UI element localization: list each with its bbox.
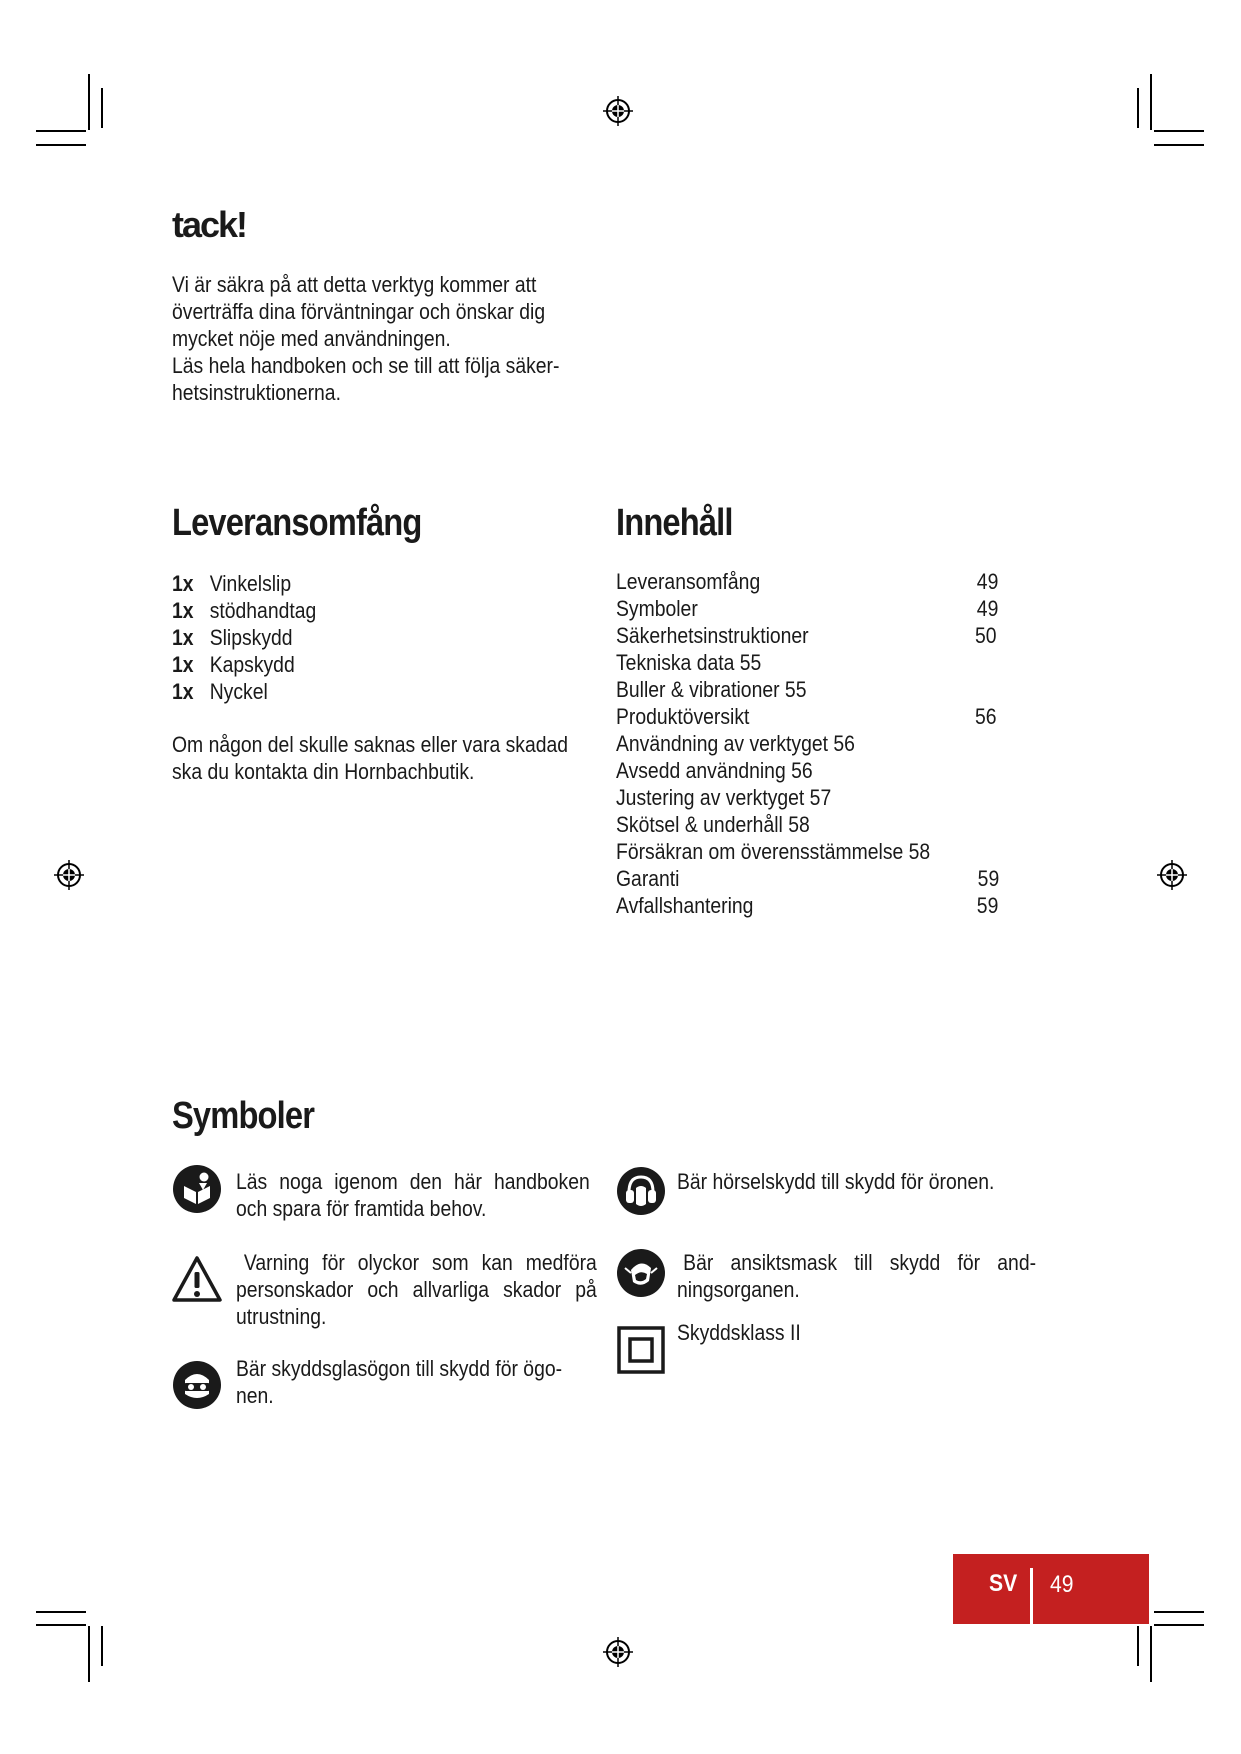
contents-row-page: 59 <box>976 893 999 918</box>
delivery-item <box>172 678 524 705</box>
contents-row <box>616 595 999 622</box>
delivery-title: Leveransomfång <box>172 502 422 544</box>
contents-row <box>616 676 986 703</box>
contents-row-title: Buller & vibrationer 55 <box>616 677 807 702</box>
symbol-line: personskador och allvarliga skador på <box>236 1277 597 1302</box>
symbol-glasses-text <box>236 1355 597 1409</box>
symbol-line: Bär hörselskydd till skydd för öronen. <box>677 1169 995 1194</box>
contents-row-page: 56 <box>975 704 997 729</box>
contents-row-title: Försäkran om överensstämmelse 58 <box>616 839 931 864</box>
symbol-line: utrustning. <box>236 1304 327 1329</box>
contents-row <box>616 730 986 757</box>
symbol-mask-text <box>677 1249 1036 1303</box>
contents-list <box>616 568 1038 928</box>
delivery-qty: 1x <box>172 571 194 596</box>
contents-row-title: Avsedd användning 56 <box>616 758 813 783</box>
contents-row-title: Tekniska data 55 <box>616 650 762 675</box>
registration-mark-icon <box>603 96 633 126</box>
contents-row <box>616 892 999 919</box>
contents-row-title: Produktöversikt <box>616 704 750 729</box>
protection-class-ii-icon <box>616 1325 666 1375</box>
delivery-qty: 1x <box>172 679 194 704</box>
delivery-label: Nyckel <box>209 679 268 704</box>
symbol-line: Bär skyddsglasögon till skydd för ögo- <box>236 1356 563 1381</box>
delivery-qty: 1x <box>172 598 194 623</box>
page-tab <box>953 1554 1149 1624</box>
delivery-qty: 1x <box>172 652 194 677</box>
contents-row-title: Skötsel & underhåll 58 <box>616 812 810 837</box>
contents-row-title: Symboler <box>616 596 698 621</box>
contents-row-page: 50 <box>975 623 997 648</box>
delivery-qty: 1x <box>172 625 194 650</box>
delivery-label: Vinkelslip <box>209 571 292 596</box>
contents-row <box>616 649 986 676</box>
intro-line: hetsinstruktionerna. <box>172 380 341 405</box>
contents-row-title: Användning av verktyget 56 <box>616 731 855 756</box>
symbol-line: nen. <box>236 1383 274 1408</box>
contents-row <box>616 865 1000 892</box>
face-mask-icon <box>616 1248 666 1298</box>
contents-row-page: 49 <box>976 569 999 594</box>
intro-line: Läs hela handboken och se till att följa säker- <box>172 353 560 378</box>
contents-row <box>616 568 999 595</box>
contents-row-title: Leveransomfång <box>616 569 761 594</box>
intro-text <box>172 271 586 406</box>
page-number: 49 <box>1050 1571 1074 1598</box>
read-manual-icon <box>172 1164 222 1214</box>
contents-row <box>616 622 997 649</box>
contents-row-title: Garanti <box>616 866 680 891</box>
symbols-title: Symboler <box>172 1095 315 1137</box>
delivery-label: Kapskydd <box>209 652 295 677</box>
symbol-line: och spara för framtida behov. <box>236 1196 487 1221</box>
contents-row <box>616 838 986 865</box>
delivery-note <box>172 731 594 785</box>
intro-line: Vi är säkra på att detta verktyg kommer att <box>172 272 537 297</box>
delivery-list <box>172 570 524 705</box>
contents-row-page: 59 <box>977 866 1000 891</box>
intro-line: överträffa dina förväntningar och önskar dig <box>172 299 546 324</box>
delivery-item <box>172 570 524 597</box>
symbol-class-text <box>677 1319 1038 1346</box>
contents-row <box>616 703 997 730</box>
contents-row-title: Avfallshantering <box>616 893 754 918</box>
registration-mark-icon <box>603 1637 633 1667</box>
symbol-hearing-text <box>677 1168 1038 1195</box>
symbol-line: Bär ansiktsmask till skydd för and- <box>683 1250 1037 1275</box>
contents-row <box>616 757 986 784</box>
page-tab-divider <box>1030 1568 1033 1626</box>
intro-line: mycket nöje med användningen. <box>172 326 451 351</box>
language-code: SV <box>989 1570 1018 1597</box>
delivery-note-line: Om någon del skulle saknas eller vara skadad <box>172 732 569 757</box>
symbol-line: Läs noga igenom den här handboken <box>236 1169 590 1194</box>
contents-title: Innehåll <box>616 502 733 544</box>
symbol-read-manual-text <box>236 1168 590 1222</box>
registration-mark-icon <box>1157 860 1187 890</box>
symbol-line: Skyddsklass II <box>677 1320 801 1345</box>
symbol-line: ningsorganen. <box>677 1277 800 1302</box>
contents-row <box>616 784 986 811</box>
hearing-protection-icon <box>616 1166 666 1216</box>
warning-triangle-icon <box>172 1255 222 1305</box>
safety-glasses-icon <box>172 1360 222 1410</box>
intro-title: tack! <box>172 204 247 245</box>
symbol-line: Varning för olyckor som kan medföra <box>243 1250 597 1275</box>
delivery-item <box>172 624 524 651</box>
delivery-label: stödhandtag <box>209 598 317 623</box>
contents-row-page: 49 <box>976 596 999 621</box>
delivery-label: Slipskydd <box>209 625 293 650</box>
delivery-item <box>172 651 524 678</box>
contents-row-title: Justering av verktyget 57 <box>616 785 832 810</box>
contents-row <box>616 811 986 838</box>
delivery-note-line: ska du kontakta din Hornbachbutik. <box>172 759 475 784</box>
delivery-item <box>172 597 524 624</box>
symbol-warning-text <box>236 1249 597 1330</box>
contents-row-title: Säkerhetsinstruktioner <box>616 623 809 648</box>
registration-mark-icon <box>54 860 84 890</box>
